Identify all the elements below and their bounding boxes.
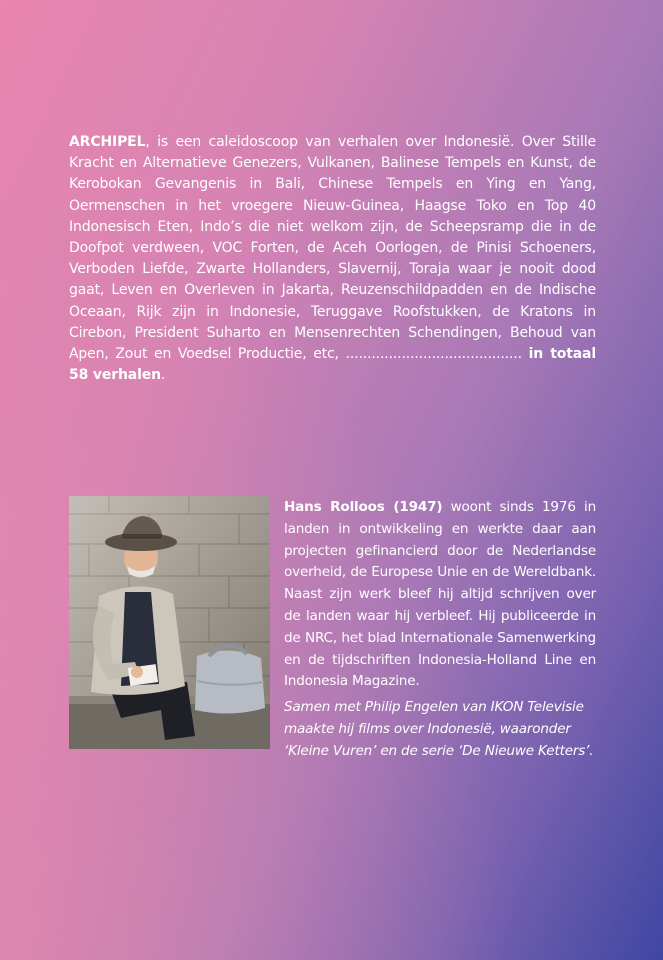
author-photo xyxy=(69,496,270,749)
author-bio xyxy=(284,497,596,693)
description-end: . xyxy=(160,367,166,384)
description-text: , is een caleidoscoop van verhalen over Indonesië. Over Stille Kracht en Alternatieve Genezers, Vulkanen, Balinese Tempels en Kunst, de Kerobokan Gevangenis in Bali, Chinese Tempels en Ying en Yang, Oermenschen in het vroegere Nieuw-Guinea, Haagse Toko en Top 40 Indonesisch Eten, Indo’s die niet welkom zijn, de Scheepsramp die in de Doofpot verdween, VOC Forten, de Aceh Oorlogen, de Pinisi Schoeners, Verboden Liefde, Zwarte Hollanders, Slavernij, Toraja waar je nooit dood gaat, Leven en Overleven in Jakarta, Reuzenschildpadden en de Indische Oceaan, Rijk zijn in Indonesie, Teruggave Roofstukken, de Kratons in Cirebon, President Suharto en Mensenrechten Schendingen, Behoud van Apen, Zout en Voedsel Productie, etc, ......................................... xyxy=(69,134,596,363)
author-name: Hans Rolloos (1947) xyxy=(284,499,443,515)
archipel-description xyxy=(69,132,596,386)
author-films: Samen met Philip Engelen van IKON Televisie maakte hij films over Indonesië, waaronder ‘Kleine Vuren’ en de serie ‘De Nieuwe Ketters’. xyxy=(284,699,594,759)
author-bio-text: woont sinds 1976 in landen in ontwikkeling en werkte daar aan projecten gefinancierd door de Nederlandse overheid, de Europese Unie en de Wereldbank. Naast zijn werk bleef hij altijd schrijven over de landen waar hij verbleef. Hij publiceerde in de NRC, het blad Internationale Samenwerking en de tijdschriften Indonesia-Holland Line en Indonesia Magazine. xyxy=(284,499,596,690)
book-title: ARCHIPEL xyxy=(69,134,146,150)
story-count: in totaal 58 verhalen xyxy=(69,346,596,384)
